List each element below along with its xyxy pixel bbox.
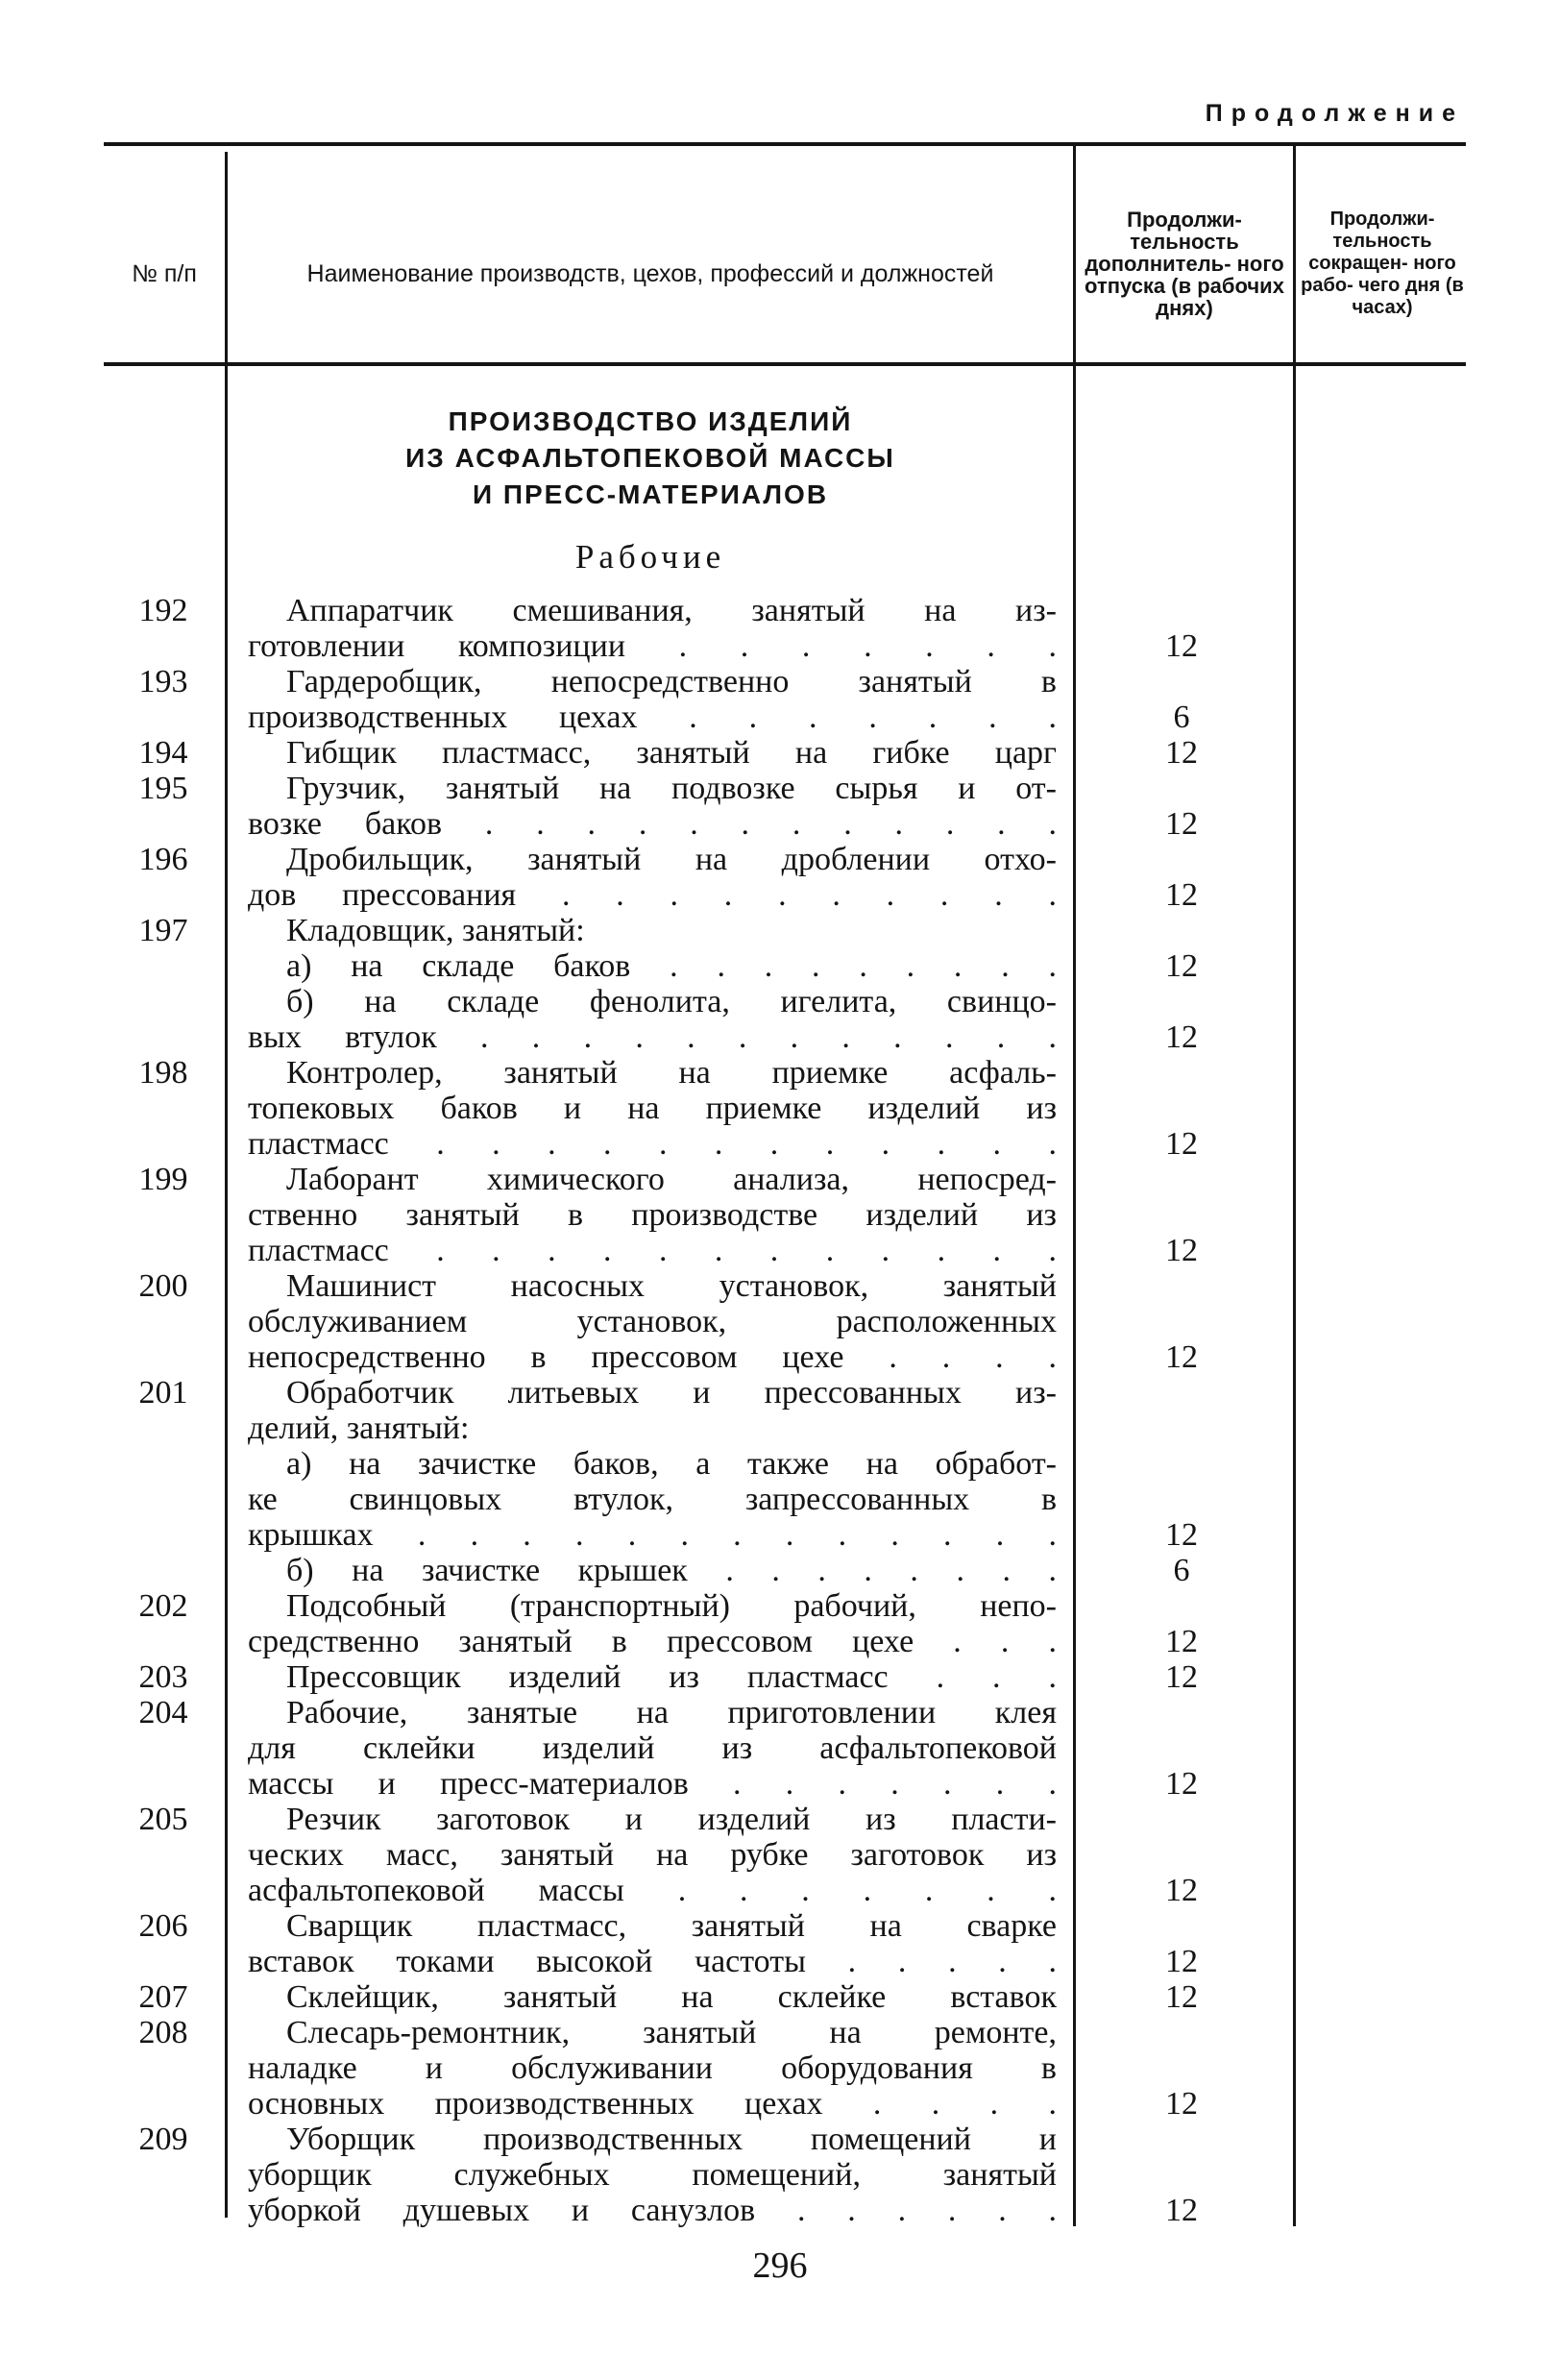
header-name: Наименование производств, цехов, профессий и должностей (306, 260, 994, 287)
entry-line: а) на складе баков . . . . . . . . . (286, 948, 1057, 984)
entry-line: Лаборант химического анализа, непосред- (286, 1162, 1057, 1197)
continuation-label: Продолжение (1205, 100, 1464, 127)
row-number: 206 (138, 1908, 188, 1944)
leave-days-value: 12 (1165, 1624, 1198, 1659)
entry-line: основных производственных цехах . . . . (248, 2086, 1057, 2122)
entry-line: Машинист насосных установок, занятый (286, 1268, 1057, 1304)
entry-line: для склейки изделий из асфальтопековой (248, 1730, 1057, 1766)
entry-line: Грузчик, занятый на подвозке сырья и от- (286, 771, 1057, 806)
row-number: 195 (138, 771, 188, 806)
entry-line: Сварщик пластмасс, занятый на сварке (286, 1908, 1057, 1944)
entry-line: Гибщик пластмасс, занятый на гибке царг (286, 735, 1057, 771)
row-number: 192 (138, 593, 188, 628)
entry-line: готовлении композиции . . . . . . . (248, 628, 1057, 664)
entry-line: уборкой душевых и санузлов . . . . . . (248, 2193, 1057, 2228)
leave-days-value: 12 (1165, 1944, 1198, 1979)
entry-line: ческих масс, занятый на рубке заготовок из (248, 1837, 1057, 1873)
leave-days-value: 12 (1165, 1233, 1198, 1268)
entry-line: Кладовщик, занятый: (286, 913, 585, 948)
entry-line: Подсобный (транспортный) рабочий, непо- (286, 1588, 1057, 1624)
row-number: 209 (138, 2122, 188, 2157)
leave-days-value: 12 (1165, 1873, 1198, 1908)
page-number: 296 (752, 2245, 808, 2286)
leave-days-value: 12 (1165, 1659, 1198, 1695)
leave-days-value: 6 (1173, 699, 1190, 735)
row-number: 208 (138, 2015, 188, 2050)
entry-line: Слесарь-ремонтник, занятый на ремонте, (286, 2015, 1057, 2050)
entry-line: топековых баков и на приемке изделий из (248, 1091, 1057, 1126)
entry-line: ке свинцовых втулок, запрессованных в (248, 1482, 1057, 1517)
table-top-rule (104, 142, 1466, 146)
entry-line: уборщик служебных помещений, занятый (248, 2157, 1057, 2193)
row-number: 202 (138, 1588, 188, 1624)
row-number: 197 (138, 913, 188, 948)
entry-line: ственно занятый в производстве изделий из (248, 1197, 1057, 1233)
section-title-line: ПРОИЗВОДСТВО ИЗДЕЛИЙ (448, 406, 853, 436)
row-number: 194 (138, 735, 188, 771)
row-number: 199 (138, 1162, 188, 1197)
entry-line: пластмасс . . . . . . . . . . . . (248, 1126, 1057, 1162)
entry-line: Дробильщик, занятый на дроблении отхо- (286, 842, 1057, 877)
entry-line: б) на зачистке крышек . . . . . . . . (286, 1553, 1057, 1588)
leave-days-value: 12 (1165, 2086, 1198, 2122)
entry-line: а) на зачистке баков, а также на обработ- (286, 1446, 1057, 1482)
leave-days-value: 12 (1165, 1979, 1198, 2015)
row-number: 205 (138, 1802, 188, 1837)
entry-line: вых втулок . . . . . . . . . . . . (248, 1019, 1057, 1055)
entry-line: б) на складе фенолита, игелита, свинцо- (286, 984, 1057, 1019)
entry-line: Гардеробщик, непосредственно занятый в (286, 664, 1057, 699)
leave-days-value: 12 (1165, 877, 1198, 913)
leave-days-value: 12 (1165, 948, 1198, 984)
leave-days-value: 6 (1173, 1553, 1190, 1588)
row-number: 196 (138, 842, 188, 877)
entry-line: Прессовщик изделий из пластмасс . . . (286, 1659, 1057, 1695)
entry-line: средственно занятый в прессовом цехе . . . (248, 1624, 1057, 1659)
entry-line: Рабочие, занятые на приготовлении клея (286, 1695, 1057, 1730)
header-number: № п/п (132, 260, 197, 287)
entry-line: делий, занятый: (248, 1411, 470, 1446)
entry-line: Склейщик, занятый на склейке вставок (286, 1979, 1057, 2015)
entry-line: Уборщик производственных помещений и (286, 2122, 1057, 2157)
leave-days-value: 12 (1165, 628, 1198, 664)
entry-line: Контролер, занятый на приемке асфаль- (286, 1055, 1057, 1091)
entry-line: пластмасс . . . . . . . . . . . . (248, 1233, 1057, 1268)
leave-days-value: 12 (1165, 735, 1198, 771)
leave-days-value: 12 (1165, 1339, 1198, 1375)
row-number: 207 (138, 1979, 188, 2015)
row-number: 193 (138, 664, 188, 699)
row-number: 203 (138, 1659, 188, 1695)
entry-line: массы и пресс-материалов . . . . . . . (248, 1766, 1057, 1802)
entry-line: возке баков . . . . . . . . . . . . (248, 806, 1057, 842)
column-divider-3 (1293, 146, 1296, 2226)
section-title-line: И ПРЕСС-МАТЕРИАЛОВ (472, 479, 829, 509)
entry-line: Обработчик литьевых и прессованных из- (286, 1375, 1057, 1411)
leave-days-value: 12 (1165, 2193, 1198, 2228)
entry-line: обслуживанием установок, расположенных (248, 1304, 1057, 1339)
leave-days-value: 12 (1165, 1766, 1198, 1802)
entry-line: крышках . . . . . . . . . . . . . (248, 1517, 1057, 1553)
row-number: 200 (138, 1268, 188, 1304)
leave-days-value: 12 (1165, 1019, 1198, 1055)
entry-line: Резчик заготовок и изделий из пласти- (286, 1802, 1057, 1837)
row-number: 201 (138, 1375, 188, 1411)
entry-line: производственных цехах . . . . . . . (248, 699, 1057, 735)
leave-days-value: 12 (1165, 1126, 1198, 1162)
row-number: 198 (138, 1055, 188, 1091)
entry-line: вставок токами высокой частоты . . . . . (248, 1944, 1057, 1979)
section-subtitle: Рабочие (574, 538, 726, 576)
row-number: 204 (138, 1695, 188, 1730)
section-title-line: ИЗ АСФАЛЬТОПЕКОВОЙ МАССЫ (405, 443, 895, 473)
header-reduced-day: Продолжи- тельность сокращен- ного рабо- чего дня (в часах) (1301, 208, 1464, 318)
entry-line: непосредственно в прессовом цехе . . . . (248, 1339, 1057, 1375)
column-divider-2 (1073, 146, 1076, 2226)
entry-line: асфальтопековой массы . . . . . . . (248, 1873, 1057, 1908)
entry-line: дов прессования . . . . . . . . . . (248, 877, 1057, 913)
header-additional-leave: Продолжи- тельность дополнитель- ного отпуска (в рабочих днях) (1085, 207, 1284, 320)
leave-days-value: 12 (1165, 1517, 1198, 1553)
leave-days-value: 12 (1165, 806, 1198, 842)
entry-line: Аппаратчик смешивания, занятый на из- (286, 593, 1057, 628)
entry-line: наладке и обслуживании оборудования в (248, 2050, 1057, 2086)
